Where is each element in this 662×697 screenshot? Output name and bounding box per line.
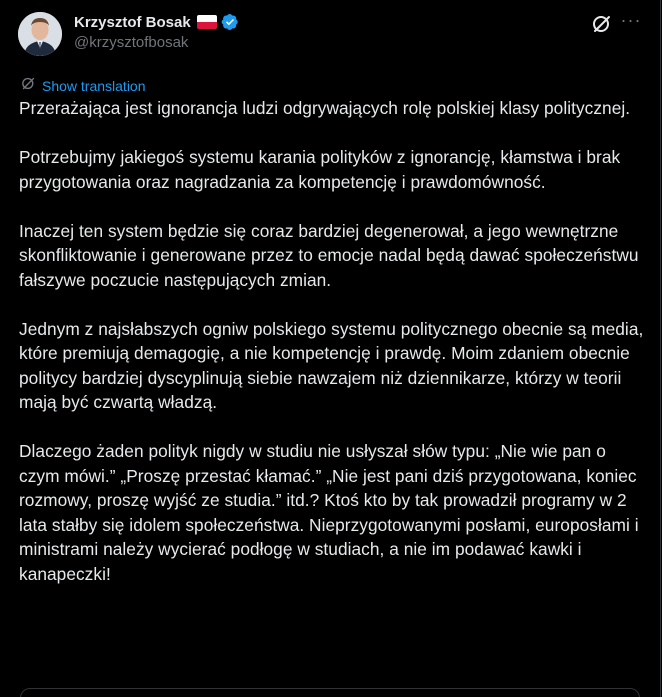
author-handle[interactable]: @krzysztofbosak [74,34,189,51]
tweet-paragraph: Potrzebujmy jakiegoś systemu karania polityków z ignorancję, kłamstwa i brak przygotowania oraz nagradzania za kompetencję i prawdomówność. [19,147,621,192]
more-options-button[interactable]: ··· [620,10,642,30]
tweet-text [19,96,649,586]
translate-globe-icon [20,75,37,97]
avatar[interactable] [18,12,62,56]
author-name-row [74,12,239,32]
embedded-card[interactable] [20,688,640,697]
tweet-paragraph: Dlaczego żaden polityk nigdy w studiu nie usłyszał słów typu: „Nie wie pan o czym mówi.” „Proszę przestać kłamać.” „Nie jest pani dziś przygotowana, koniec rozmowy, proszę wyjść ze studia.” itd.? Ktoś kto by tak prowadził programy w 2 lata stałby się idolem społeczeństwa. Nieprzygotowanymi posłami, europosłami i ministrami należy wycierać podłogę w studiach, a nie im podawać kawki i kanapeczki! [19,441,639,584]
grok-icon[interactable] [590,12,614,36]
show-translation-button[interactable] [20,75,146,97]
tweet-paragraph: Przerażająca jest ignorancja ludzi odgrywających rolę polskiej klasy politycznej. [19,98,631,118]
avatar-image [18,12,62,56]
poland-flag-icon [197,15,217,29]
verified-badge-icon[interactable] [221,13,239,31]
author-display-name[interactable]: Krzysztof Bosak [74,13,191,31]
tweet-paragraph: Inaczej ten system będzie się coraz bardziej degenerował, a jego wewnętrzne skonfliktowanie i generowane przez to emocje nadal będą dawać społeczeństwu fałszywe poczucie następujących zmian. [19,220,639,290]
tweet-paragraph: Jednym z najsłabszych ogniw polskiego systemu politycznego obecnie są media, które premiują demagogię, a nie kompetencję i prawdę. Moim zdaniem obecnie politycy bardziej dyscyplinują siebie nawzajem niż dziennikarze, którzy w teorii mają być czwartą władzą. [19,318,644,412]
show-translation-label: Show translation [42,78,146,94]
